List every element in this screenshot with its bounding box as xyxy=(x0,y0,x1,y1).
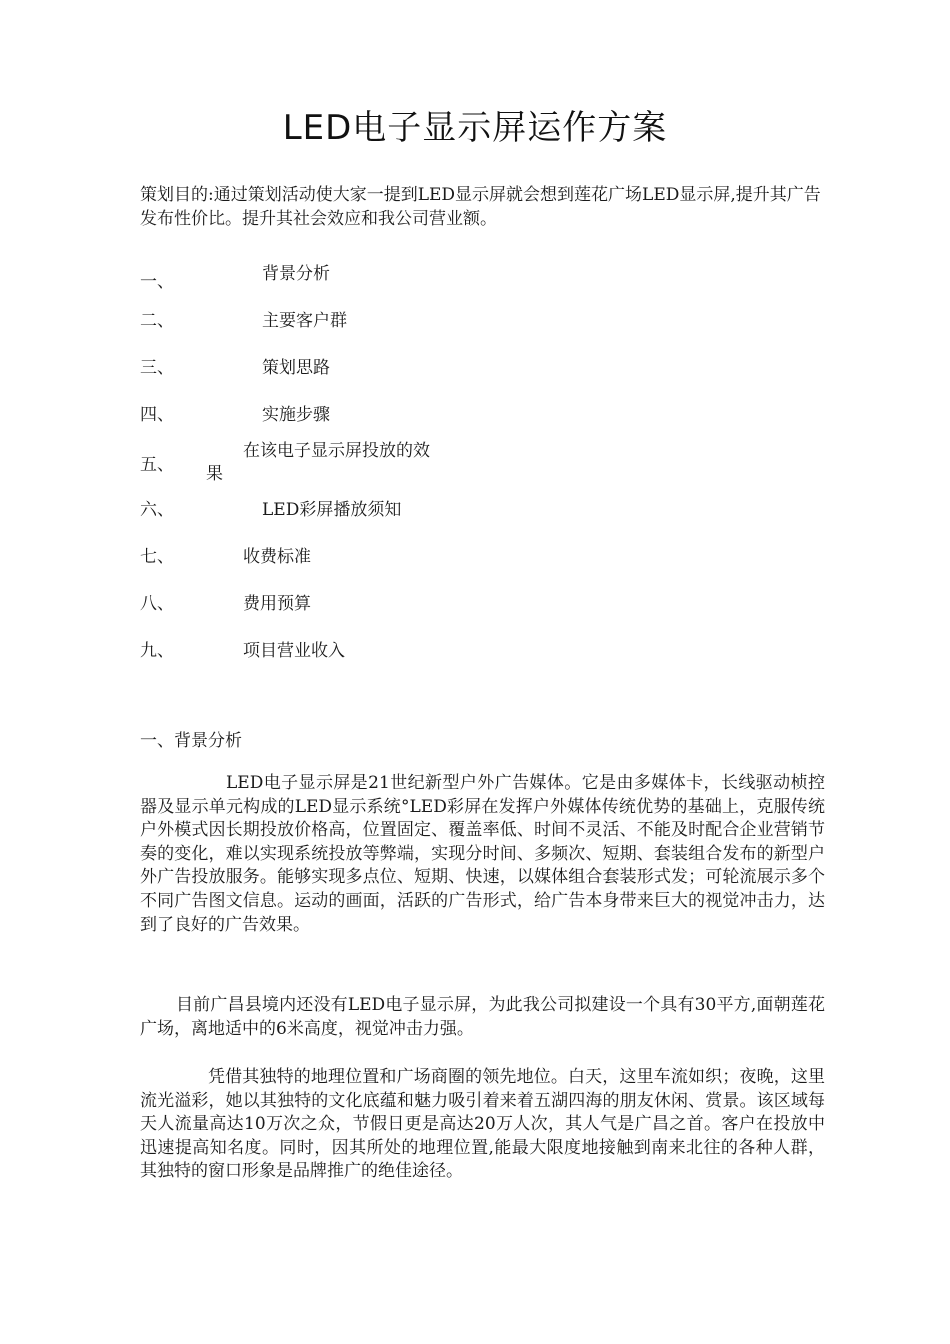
page-title: LED电子显示屏运作方案 xyxy=(282,108,668,148)
toc-item xyxy=(140,259,840,292)
toc-label: 费用预算 xyxy=(243,594,311,614)
body-paragraph: 凭借其独特的地理位置和广场商圈的领先地位。白天，这里车流如织；夜晚，这里流光溢彩，她以其独特的文化底蕴和魅力吸引着来着五湖四海的朋友休闲、赏景。该区域每天人流量高达10万次之众，节假日更是高达20万人次，其人气是广昌之首。客户在投放中迅速提高知名度。同时，因其所处的地理位置,能最大限度地接触到南来北往的各种人群，其独特的窗口形象是品牌推广的绝佳途径。 xyxy=(140,1067,825,1182)
toc-item xyxy=(140,495,840,525)
toc-number: 一、 xyxy=(140,272,174,292)
toc-label: 主要客户群 xyxy=(262,311,347,331)
toc-item xyxy=(140,400,840,430)
toc-label: 背景分析 xyxy=(262,264,330,284)
toc-item xyxy=(140,436,840,482)
toc-number: 三、 xyxy=(140,358,174,378)
body-paragraph: 目前广昌县境内还没有LED电子显示屏，为此我公司拟建设一个具有30平方,面朝莲花广场，离地适中的6米高度，视觉冲击力强。 xyxy=(140,995,825,1039)
toc-label-continued: 果 xyxy=(206,464,223,484)
toc-item xyxy=(140,589,840,619)
toc-label: LED彩屏播放须知 xyxy=(262,500,402,520)
toc-label: 收费标准 xyxy=(243,547,311,567)
toc-item xyxy=(140,636,840,666)
purpose-paragraph: 策划目的:通过策划活动使大家一提到LED显示屏就会想到莲花广场LED显示屏,提升其广告发布性价比。提升其社会效应和我公司营业额。 xyxy=(140,185,821,229)
toc-number: 二、 xyxy=(140,311,174,331)
toc-label: 在该电子显示屏投放的效 xyxy=(243,441,430,461)
toc-number: 七、 xyxy=(140,547,174,567)
toc-label: 项目营业收入 xyxy=(243,641,345,661)
toc-number: 八、 xyxy=(140,594,174,614)
toc-item xyxy=(140,353,840,383)
toc-number: 九、 xyxy=(140,641,174,661)
section-heading: 一、背景分析 xyxy=(140,731,242,751)
toc-number: 五、 xyxy=(140,455,174,475)
toc-item xyxy=(140,542,840,572)
toc-label: 实施步骤 xyxy=(262,405,330,425)
toc-number: 四、 xyxy=(140,405,174,425)
body-paragraph: LED电子显示屏是21世纪新型户外广告媒体。它是由多媒体卡，长线驱动桢控器及显示单元构成的LED显示系统°LED彩屏在发挥户外媒体传统优势的基础上，克服传统户外模式因长期投放价格高，位置固定、覆盖率低、时间不灵活、不能及时配合企业营销节奏的变化，难以实现系统投放等弊端，实现分时间、多频次、短期、套装组合发布的新型户外广告投放服务。能够实现多点位、短期、快速，以媒体组合套装形式发；可轮流展示多个不同广告图文信息。运动的画面，活跃的广告形式，给广告本身带来巨大的视觉冲击力，达到了良好的广告效果。 xyxy=(140,773,825,935)
toc-item xyxy=(140,306,840,336)
toc-label: 策划思路 xyxy=(262,358,330,378)
toc-number: 六、 xyxy=(140,500,174,520)
